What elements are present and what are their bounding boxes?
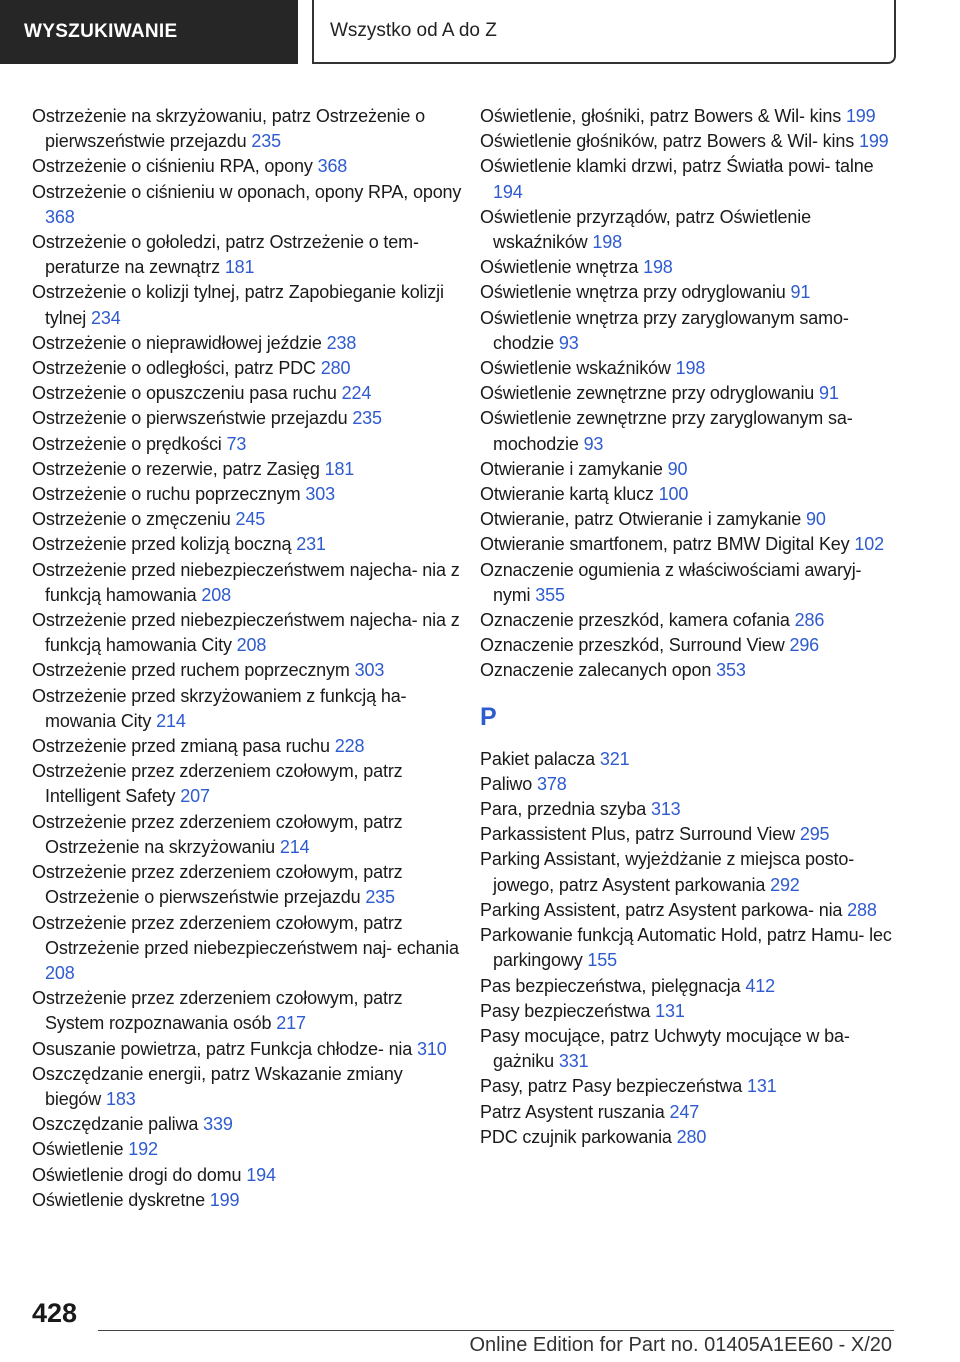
index-entry-text: Parking Assistant, wyjeżdżanie z miejsca posto- jowego, patrz Asystent parkowania: [480, 849, 855, 895]
index-entry: [480, 1125, 900, 1150]
index-entry-text: Ostrzeżenie o kolizji tylnej, patrz Zapobieganie kolizji tylnej: [32, 282, 444, 328]
index-entry: [32, 507, 462, 532]
page-reference-link[interactable]: 353: [716, 660, 746, 681]
index-entry-text: Pakiet palacza: [480, 748, 595, 769]
page-reference-link[interactable]: 208: [45, 962, 75, 983]
index-entry: [480, 772, 900, 797]
index-entry: [480, 255, 900, 280]
page-reference-link[interactable]: 100: [658, 484, 689, 505]
index-entry: [480, 507, 900, 532]
index-entry-text: Oświetlenie wnętrza przy odryglowaniu: [480, 282, 786, 303]
page-reference-link[interactable]: 192: [128, 1139, 158, 1160]
page-reference-link[interactable]: 234: [90, 307, 121, 328]
index-entry: [480, 558, 900, 608]
index-entry-text: Ostrzeżenie przed niebezpieczeństwem najecha- nia z funkcją hamowania: [32, 559, 460, 605]
index-letter-heading: P: [480, 702, 497, 731]
page-reference-link[interactable]: 339: [203, 1114, 233, 1135]
page-reference-link[interactable]: 280: [320, 358, 351, 379]
index-entry-text: Pasy mocujące, patrz Uchwyty mocujące w ba- gażniku: [480, 1025, 850, 1072]
section-tab: [0, 0, 298, 64]
page-reference-link[interactable]: 194: [246, 1164, 276, 1185]
index-entry: [480, 280, 900, 305]
index-entry-text: Oświetlenie: [32, 1139, 124, 1160]
page-reference-link[interactable]: 181: [224, 257, 255, 278]
page-reference-link[interactable]: 368: [317, 156, 348, 177]
page-reference-link[interactable]: 235: [365, 887, 395, 908]
index-entry: [480, 999, 900, 1024]
index-entry-text: Oświetlenie zewnętrzne przy zaryglowanym sa- mochodzie: [480, 408, 853, 454]
index-entry-text: Otwieranie kartą klucz: [480, 484, 654, 505]
index-entry: [32, 1112, 462, 1137]
index-entry-text: Oszczędzanie paliwa: [32, 1114, 199, 1135]
chapter-header: [312, 0, 896, 64]
page-reference-link[interactable]: 198: [675, 358, 706, 379]
index-entry-text: Parkassistent Plus, patrz Surround View: [480, 824, 795, 845]
index-entry: [32, 154, 462, 179]
index-entry: [32, 684, 462, 734]
page-reference-link[interactable]: 207: [180, 786, 210, 807]
page-reference-link[interactable]: 198: [643, 257, 673, 278]
index-entry-text: Ostrzeżenie na skrzyżowaniu, patrz Ostrzeżenie o pierwszeństwie przejazdu: [32, 106, 425, 152]
index-entry-text: Oświetlenie głośników, patrz Bowers & Wil- kins: [480, 131, 855, 152]
index-entry: [32, 810, 462, 860]
index-entry-text: Pasy bezpieczeństwa: [480, 1000, 651, 1021]
index-entry-text: Ostrzeżenie o ciśnieniu RPA, opony: [32, 156, 313, 177]
index-entry-text: Ostrzeżenie o prędkości: [32, 433, 222, 454]
page-reference-link[interactable]: 102: [854, 534, 884, 555]
index-entry: [32, 457, 462, 482]
page-reference-link[interactable]: 412: [745, 975, 775, 996]
index-entry-text: Otwieranie i zamykanie: [480, 458, 663, 479]
index-entry-text: Ostrzeżenie o odległości, patrz PDC: [32, 358, 316, 379]
index-entry: [480, 1024, 900, 1074]
index-entry: [480, 104, 900, 129]
index-entry: [480, 923, 900, 973]
index-entry: [32, 104, 462, 154]
index-entry-text: Oznaczenie przeszkód, kamera cofania: [480, 610, 790, 631]
index-entry-text: Oświetlenie drogi do domu: [32, 1164, 242, 1185]
page-reference-link[interactable]: 181: [324, 458, 355, 479]
page-reference-link[interactable]: 331: [558, 1051, 589, 1072]
index-group-p: [480, 747, 900, 1150]
page-reference-link[interactable]: 217: [276, 1013, 306, 1034]
index-entry-text: Ostrzeżenie przed ruchem poprzecznym: [32, 660, 350, 681]
page-reference-link[interactable]: 235: [352, 408, 382, 429]
index-entry: [32, 230, 462, 280]
index-entry: [32, 734, 462, 759]
page-reference-link[interactable]: 155: [587, 950, 617, 971]
index-entry-text: Osuszanie powietrza, patrz Funkcja chłodze- nia: [32, 1038, 413, 1059]
index-entry-text: Oznaczenie zalecanych opon: [480, 660, 712, 681]
index-entry-text: Ostrzeżenie przed niebezpieczeństwem najecha- nia z funkcją hamowania City: [32, 610, 460, 656]
page-reference-link[interactable]: 90: [667, 458, 688, 479]
index-entry: [32, 482, 462, 507]
index-entry: [32, 759, 462, 809]
page-reference-link[interactable]: 355: [535, 584, 565, 605]
index-entry-text: Ostrzeżenie o nieprawidłowej jeździe: [32, 332, 322, 353]
index-entry-text: Paliwo: [480, 773, 533, 794]
index-entry: [480, 847, 900, 897]
page-reference-link[interactable]: 90: [806, 509, 826, 530]
index-entry-text: Patrz Asystent ruszania: [480, 1101, 665, 1122]
page-reference-link[interactable]: 208: [236, 635, 267, 656]
index-entry-text: Ostrzeżenie przez zderzeniem czołowym, patrz System rozpoznawania osób: [32, 988, 403, 1034]
index-entry: [32, 911, 462, 987]
index-entry: [480, 406, 900, 456]
page-reference-link[interactable]: 93: [558, 332, 579, 353]
page-reference-link[interactable]: 295: [799, 824, 830, 845]
page-reference-link[interactable]: 93: [583, 433, 604, 454]
index-entry-text: Oszczędzanie energii, patrz Wskazanie zmiany biegów: [32, 1063, 403, 1109]
index-entry: [32, 1137, 462, 1162]
index-entry-text: Para, przednia szyba: [480, 799, 647, 820]
page-reference-link[interactable]: 288: [847, 899, 877, 920]
page-reference-link[interactable]: 214: [279, 836, 310, 857]
footer-divider: [98, 1330, 894, 1331]
index-entry-text: PDC czujnik parkowania: [480, 1126, 672, 1147]
index-entry: [32, 1062, 462, 1112]
index-entry: [32, 658, 462, 683]
section-title: WYSZUKIWANIE: [24, 21, 178, 42]
index-entry: [480, 898, 900, 923]
chapter-title: Wszystko od A do Z: [330, 20, 497, 41]
index-entry: [32, 558, 462, 608]
index-entry-text: Ostrzeżenie przed kolizją boczną: [32, 534, 292, 555]
index-entry: [32, 1188, 462, 1213]
page-reference-link[interactable]: 131: [747, 1076, 777, 1097]
page-reference-link[interactable]: 280: [676, 1126, 707, 1147]
index-entry: [32, 381, 462, 406]
page-reference-link[interactable]: 378: [536, 773, 567, 794]
index-column-right: [480, 104, 900, 1150]
index-entry-text: Oświetlenie zewnętrzne przy odryglowaniu: [480, 383, 815, 404]
page-reference-link[interactable]: 199: [858, 131, 889, 152]
page-reference-link[interactable]: 238: [326, 332, 357, 353]
index-entry-text: Oznaczenie przeszkód, Surround View: [480, 635, 785, 656]
page-reference-link[interactable]: 214: [156, 710, 186, 731]
page-reference-link[interactable]: 131: [655, 1000, 685, 1021]
index-entry: [480, 356, 900, 381]
index-entry: [480, 658, 900, 683]
page-reference-link[interactable]: 224: [341, 383, 372, 404]
index-entry: [480, 1100, 900, 1125]
index-entry: [32, 532, 462, 557]
index-entry-text: Ostrzeżenie o ciśnieniu w oponach, opony RPA, opony: [32, 181, 462, 202]
index-column-left: [32, 104, 462, 1213]
index-group-o: [480, 104, 900, 684]
page-reference-link[interactable]: 208: [201, 584, 231, 605]
index-entry-text: Oświetlenie klamki drzwi, patrz Światła powi- talne: [480, 156, 874, 177]
index-entry: [480, 633, 900, 658]
index-entry: [480, 381, 900, 406]
index-entry: [480, 747, 900, 772]
page-reference-link[interactable]: 91: [790, 282, 811, 303]
page-reference-link[interactable]: 303: [305, 484, 335, 505]
page-reference-link[interactable]: 286: [794, 610, 825, 631]
page-reference-link[interactable]: 235: [251, 131, 281, 152]
index-entry: [480, 822, 900, 847]
index-entry-text: Ostrzeżenie o pierwszeństwie przejazdu: [32, 408, 348, 429]
page-reference-link[interactable]: 199: [845, 106, 876, 126]
page-reference-link[interactable]: 296: [789, 635, 820, 656]
index-entry-text: Oświetlenie przyrządów, patrz Oświetlenie wskaźników: [480, 206, 811, 253]
page-reference-link[interactable]: 245: [235, 509, 266, 530]
index-entry: [480, 797, 900, 822]
index-entry: [480, 532, 900, 557]
page-reference-link[interactable]: 199: [209, 1189, 240, 1210]
index-entry-text: Ostrzeżenie przez zderzeniem czołowym, patrz Ostrzeżenie na skrzyżowaniu: [32, 811, 403, 857]
index-entry: [32, 180, 462, 230]
page-reference-link[interactable]: 183: [106, 1088, 136, 1109]
index-entry-text: Oświetlenie, głośniki, patrz Bowers & Wil- kins: [480, 106, 842, 126]
page-reference-link[interactable]: 368: [45, 206, 75, 227]
index-entry: [480, 1074, 900, 1099]
index-entry: [480, 306, 900, 356]
index-entry-text: Ostrzeżenie o zmęczeniu: [32, 509, 231, 530]
index-entry-text: Parkowanie funkcją Automatic Hold, patrz Hamu- lec parkingowy: [480, 925, 892, 971]
index-entry: [32, 986, 462, 1036]
index-entry: [32, 1037, 462, 1062]
page-reference-link[interactable]: 310: [417, 1038, 447, 1059]
page-reference-link[interactable]: 303: [354, 660, 385, 681]
index-entry: [32, 331, 462, 356]
index-entry-text: Otwieranie, patrz Otwieranie i zamykanie: [480, 509, 802, 530]
index-entry-text: Ostrzeżenie o ruchu poprzecznym: [32, 484, 301, 505]
index-entry-text: Ostrzeżenie przez zderzeniem czołowym, patrz Ostrzeżenie przed niebezpieczeństwem naj- echania: [32, 912, 459, 958]
index-entry-text: Oznaczenie ogumienia z właściwościami awaryj- nymi: [480, 559, 862, 605]
index-entry-text: Ostrzeżenie przed skrzyżowaniem z funkcją ha- mowania City: [32, 685, 407, 731]
index-entry-text: Oświetlenie wnętrza: [480, 257, 639, 278]
index-entry-text: Ostrzeżenie przez zderzeniem czołowym, patrz Intelligent Safety: [32, 761, 403, 807]
page-reference-link[interactable]: 313: [650, 799, 681, 820]
page-reference-link[interactable]: 194: [493, 181, 523, 202]
index-entry-text: Pas bezpieczeństwa, pielęgnacja: [480, 975, 741, 996]
index-entry-text: Ostrzeżenie przez zderzeniem czołowym, patrz Ostrzeżenie o pierwszeństwie przejazdu: [32, 862, 403, 908]
index-entry: [32, 1163, 462, 1188]
index-entry: [480, 608, 900, 633]
index-entry-text: Ostrzeżenie o rezerwie, patrz Zasięg: [32, 458, 320, 479]
index-entry-text: Oświetlenie dyskretne: [32, 1189, 205, 1210]
index-entry: [480, 482, 900, 507]
index-entry: [480, 205, 900, 255]
index-entry: [32, 432, 462, 457]
index-entry: [32, 860, 462, 910]
page-reference-link[interactable]: 73: [226, 433, 247, 454]
page-number: 428: [32, 1298, 78, 1328]
page-reference-link[interactable]: 91: [819, 383, 839, 404]
index-entry: [32, 406, 462, 431]
index-entry: [480, 129, 900, 154]
page-reference-link[interactable]: 292: [770, 874, 800, 895]
index-entry: [32, 280, 462, 330]
index-entry-text: Oświetlenie wnętrza przy zaryglowanym samo- chodzie: [480, 307, 849, 353]
index-entry-text: Pasy, patrz Pasy bezpieczeństwa: [480, 1076, 743, 1097]
index-entry: [480, 974, 900, 999]
page-reference-link[interactable]: 228: [334, 736, 365, 757]
index-entry: [480, 154, 900, 204]
index-entry-text: Parking Assistent, patrz Asystent parkowa- nia: [480, 899, 843, 920]
edition-note: Online Edition for Part no. 01405A1EE60 - X/20: [469, 1334, 892, 1356]
index-entry: [32, 608, 462, 658]
index-entry: [32, 356, 462, 381]
page-reference-link[interactable]: 198: [592, 232, 622, 253]
page-reference-link[interactable]: 231: [296, 534, 326, 555]
page-reference-link[interactable]: 321: [599, 748, 630, 769]
index-entry-text: Ostrzeżenie o opuszczeniu pasa ruchu: [32, 383, 337, 404]
page-reference-link[interactable]: 247: [669, 1101, 700, 1122]
index-entry-text: Ostrzeżenie przed zmianą pasa ruchu: [32, 736, 330, 757]
index-entry-text: Ostrzeżenie o gołoledzi, patrz Ostrzeżenie o tem- peraturze na zewnątrz: [32, 232, 419, 278]
index-entry: [480, 457, 900, 482]
index-entry-text: Oświetlenie wskaźników: [480, 358, 671, 379]
index-entry-text: Otwieranie smartfonem, patrz BMW Digital Key: [480, 534, 850, 555]
